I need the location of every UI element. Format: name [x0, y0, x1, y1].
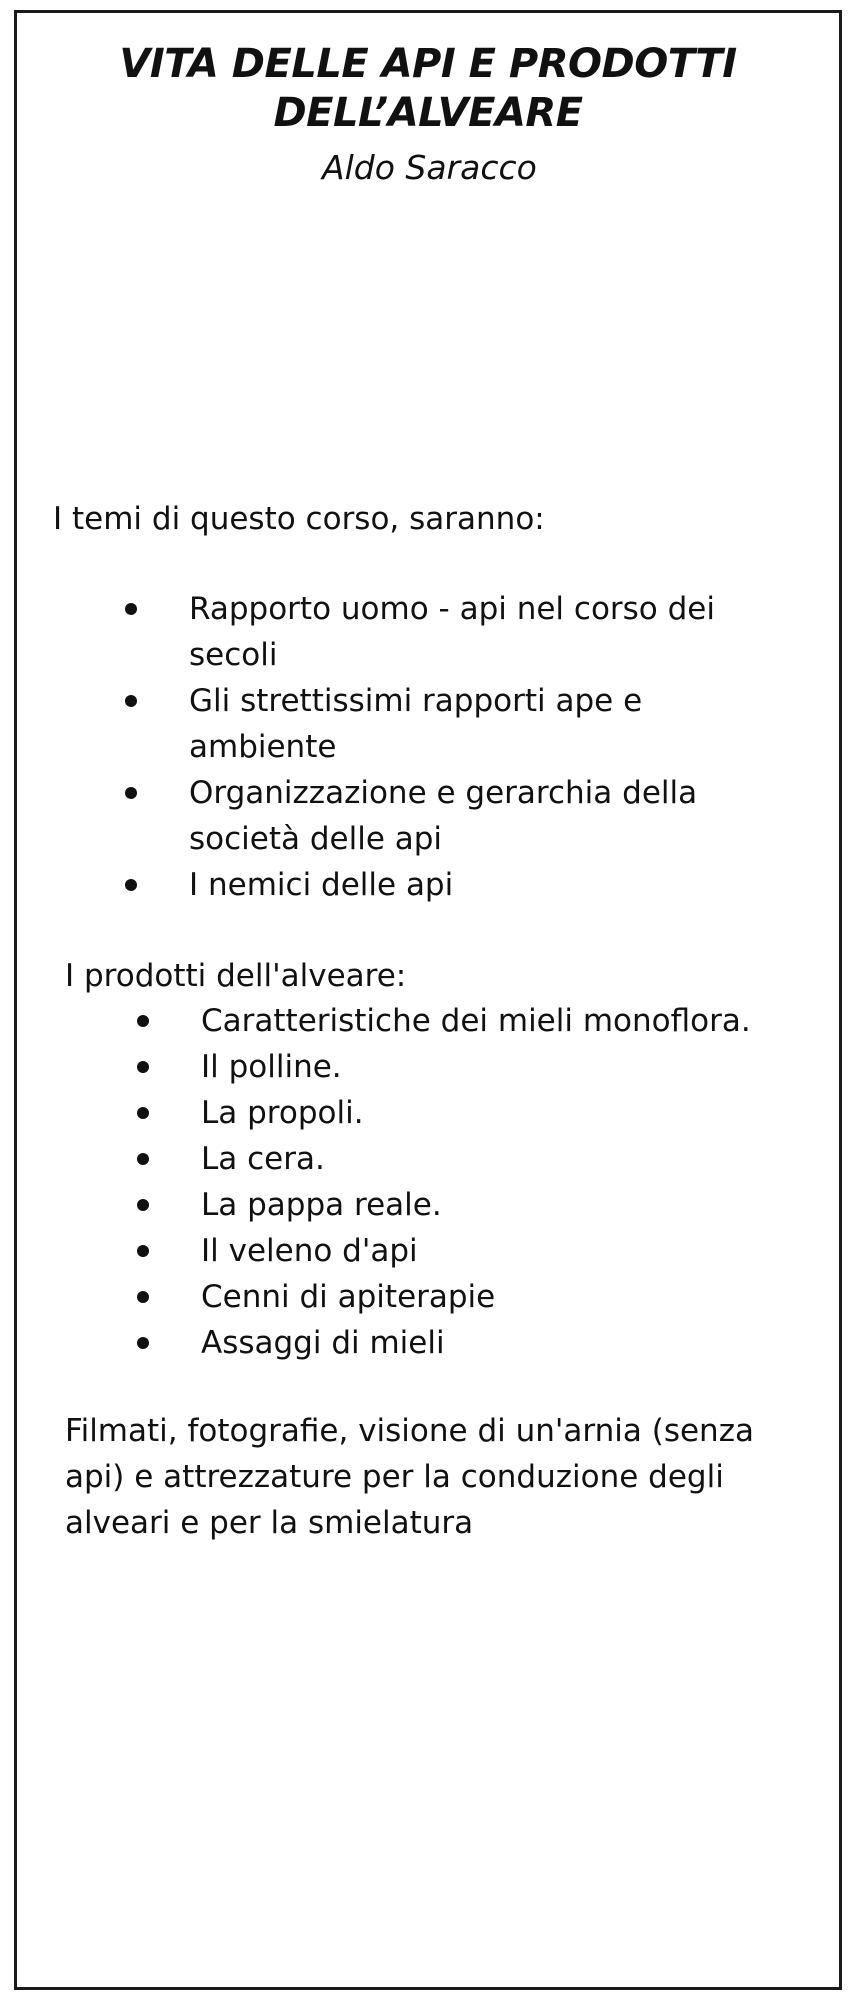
products-heading: I prodotti dell'alveare: [65, 958, 407, 994]
bullet-icon [137, 1061, 149, 1073]
list-item [189, 770, 715, 862]
document-title: VITA DELLE API E PRODOTTI [119, 41, 737, 87]
bullet-icon [137, 1153, 149, 1165]
list-item [201, 1090, 751, 1136]
list-item-text-continued: ambiente [189, 729, 337, 765]
closing-paragraph [65, 1408, 825, 1546]
bullet-icon [125, 879, 137, 891]
list-item-text: Gli strettissimi rapporti ape e [189, 683, 643, 719]
list-item [201, 1182, 751, 1228]
list-item [189, 678, 715, 770]
bullet-icon [125, 787, 137, 799]
author-name: Aldo Saracco [322, 148, 537, 187]
products-list [201, 998, 751, 1366]
bullet-icon [137, 1245, 149, 1257]
list-item [201, 1136, 751, 1182]
list-item-text: La pappa reale. [201, 1187, 442, 1223]
themes-intro: I temi di questo corso, saranno: [53, 501, 545, 537]
themes-list [189, 586, 715, 908]
list-item-text: Caratteristiche dei mieli monoflora. [201, 1003, 751, 1039]
bullet-icon [137, 1015, 149, 1027]
bullet-icon [137, 1291, 149, 1303]
list-item [189, 862, 715, 908]
list-item [201, 1044, 751, 1090]
document-title-continued: DELL’ALVEARE [273, 90, 583, 136]
list-item [201, 1274, 751, 1320]
list-item [189, 586, 715, 678]
closing-line: api) e attrezzature per la conduzione degli [65, 1459, 724, 1495]
bullet-icon [137, 1337, 149, 1349]
bullet-icon [137, 1199, 149, 1211]
list-item-text: La propoli. [201, 1095, 364, 1131]
list-item-text: Cenni di apiterapie [201, 1279, 496, 1315]
list-item-text: Rapporto uomo - api nel corso dei [189, 591, 715, 627]
list-item-text-continued: società delle api [189, 821, 443, 857]
list-item-text-continued: secoli [189, 637, 278, 673]
bullet-icon [125, 603, 137, 615]
list-item-text: Il polline. [201, 1049, 342, 1085]
bullet-icon [137, 1107, 149, 1119]
list-item-text: Assaggi di mieli [201, 1325, 445, 1361]
page-frame [14, 10, 842, 1990]
list-item [201, 1320, 751, 1366]
closing-line: Filmati, fotografie, visione di un'arnia (senza [65, 1413, 754, 1449]
list-item [201, 1228, 751, 1274]
closing-line: alveari e per la smielatura [65, 1505, 474, 1541]
list-item-text: I nemici delle api [189, 867, 454, 903]
list-item [201, 998, 751, 1044]
bullet-icon [125, 695, 137, 707]
list-item-text: Il veleno d'api [201, 1233, 418, 1269]
list-item-text: La cera. [201, 1141, 325, 1177]
list-item-text: Organizzazione e gerarchia della [189, 775, 698, 811]
